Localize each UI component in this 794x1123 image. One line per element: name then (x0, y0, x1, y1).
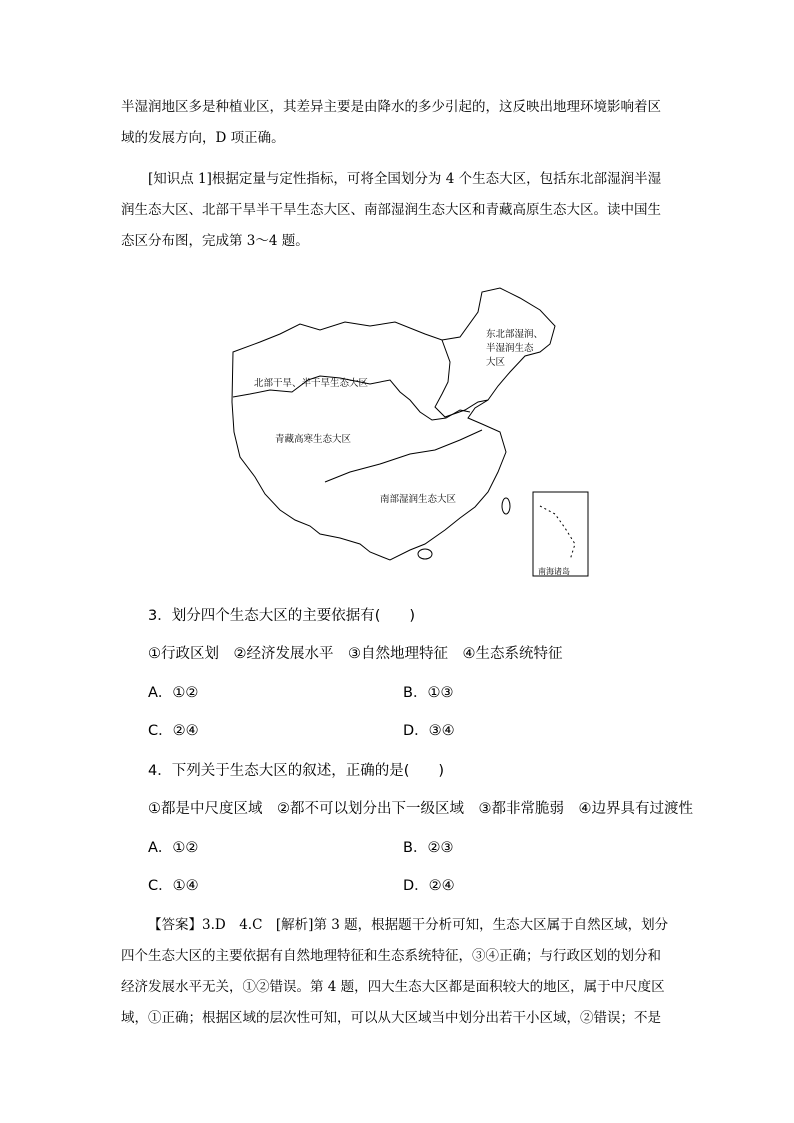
answer-paragraph (121, 910, 677, 1034)
question-4-items: ①都是中尺度区域 ②都不可以划分出下一级区域 ③都非常脆弱 ④边界具有过渡性 (148, 801, 693, 817)
map-label-northeast: 东北部湿润、 (486, 329, 544, 340)
south-china-sea-inset (533, 492, 588, 576)
answer-line: 【答案】3.D 4.C [解析]第 3 题，根据题干分析可知，生态大区属于自然区域，划分 (148, 917, 669, 933)
map-label-tibet: 青藏高寒生态大区 (275, 434, 352, 445)
knowledge-line: [知识点 1]根据定量与定性指标，可将全国划分为 4 个生态大区，包括东北部湿润半湿 (148, 171, 662, 187)
map-label-north: 北部干旱、半干旱生态大区 (254, 378, 369, 389)
question-4-option-c[interactable]: C．①④ (148, 878, 199, 894)
map-label-northeast: 半湿润生态 (486, 343, 534, 354)
question-4-option-b[interactable]: B．②③ (403, 840, 454, 856)
question-3-items: ①行政区划 ②经济发展水平 ③自然地理特征 ④生态系统特征 (148, 646, 563, 662)
hainan-island (418, 549, 432, 559)
knowledge-paragraph (121, 164, 677, 257)
china-eco-region-map (220, 282, 610, 582)
question-3-option-c[interactable]: C．②④ (148, 723, 199, 739)
knowledge-line: 润生态大区、北部干旱半干旱生态大区、南部湿润生态大区和青藏高原生态大区。读中国生 (121, 202, 661, 218)
map-label-inset: 南海诸岛 (538, 567, 570, 576)
question-4-option-a[interactable]: A．①② (148, 840, 199, 856)
intro-line: 半湿润地区多是种植业区，其差异主要是由降水的多少引起的，这反映出地理环境影响着区 (121, 99, 661, 115)
question-4-option-d[interactable]: D．②④ (403, 878, 455, 894)
map-label-south: 南部湿润生态大区 (380, 494, 457, 505)
question-3-option-b[interactable]: B．①③ (403, 685, 454, 701)
map-label-northeast: 大区 (486, 357, 506, 368)
intro-paragraph (121, 92, 677, 154)
question-3-option-a[interactable]: A．①② (148, 685, 199, 701)
taiwan-island (502, 498, 510, 514)
intro-line: 域的发展方向，D 项正确。 (121, 130, 285, 146)
knowledge-line: 态区分布图，完成第 3～4 题。 (121, 233, 309, 249)
question-3-option-d[interactable]: D．③④ (403, 723, 455, 739)
answer-line: 域，①正确；根据区域的层次性可知，可以从大区域当中划分出若干小区域，②错误；不是 (121, 1010, 661, 1026)
question-3-stem: 3．划分四个生态大区的主要依据有( ) (148, 608, 416, 624)
question-4-stem: 4．下列关于生态大区的叙述，正确的是( ) (148, 763, 445, 779)
answer-line: 四个生态大区的主要依据有自然地理特征和生态系统特征，③④正确；与行政区划的划分和 (121, 948, 661, 964)
answer-line: 经济发展水平无关，①②错误。第 4 题，四大生态大区都是面积较大的地区，属于中尺度区 (121, 979, 665, 995)
